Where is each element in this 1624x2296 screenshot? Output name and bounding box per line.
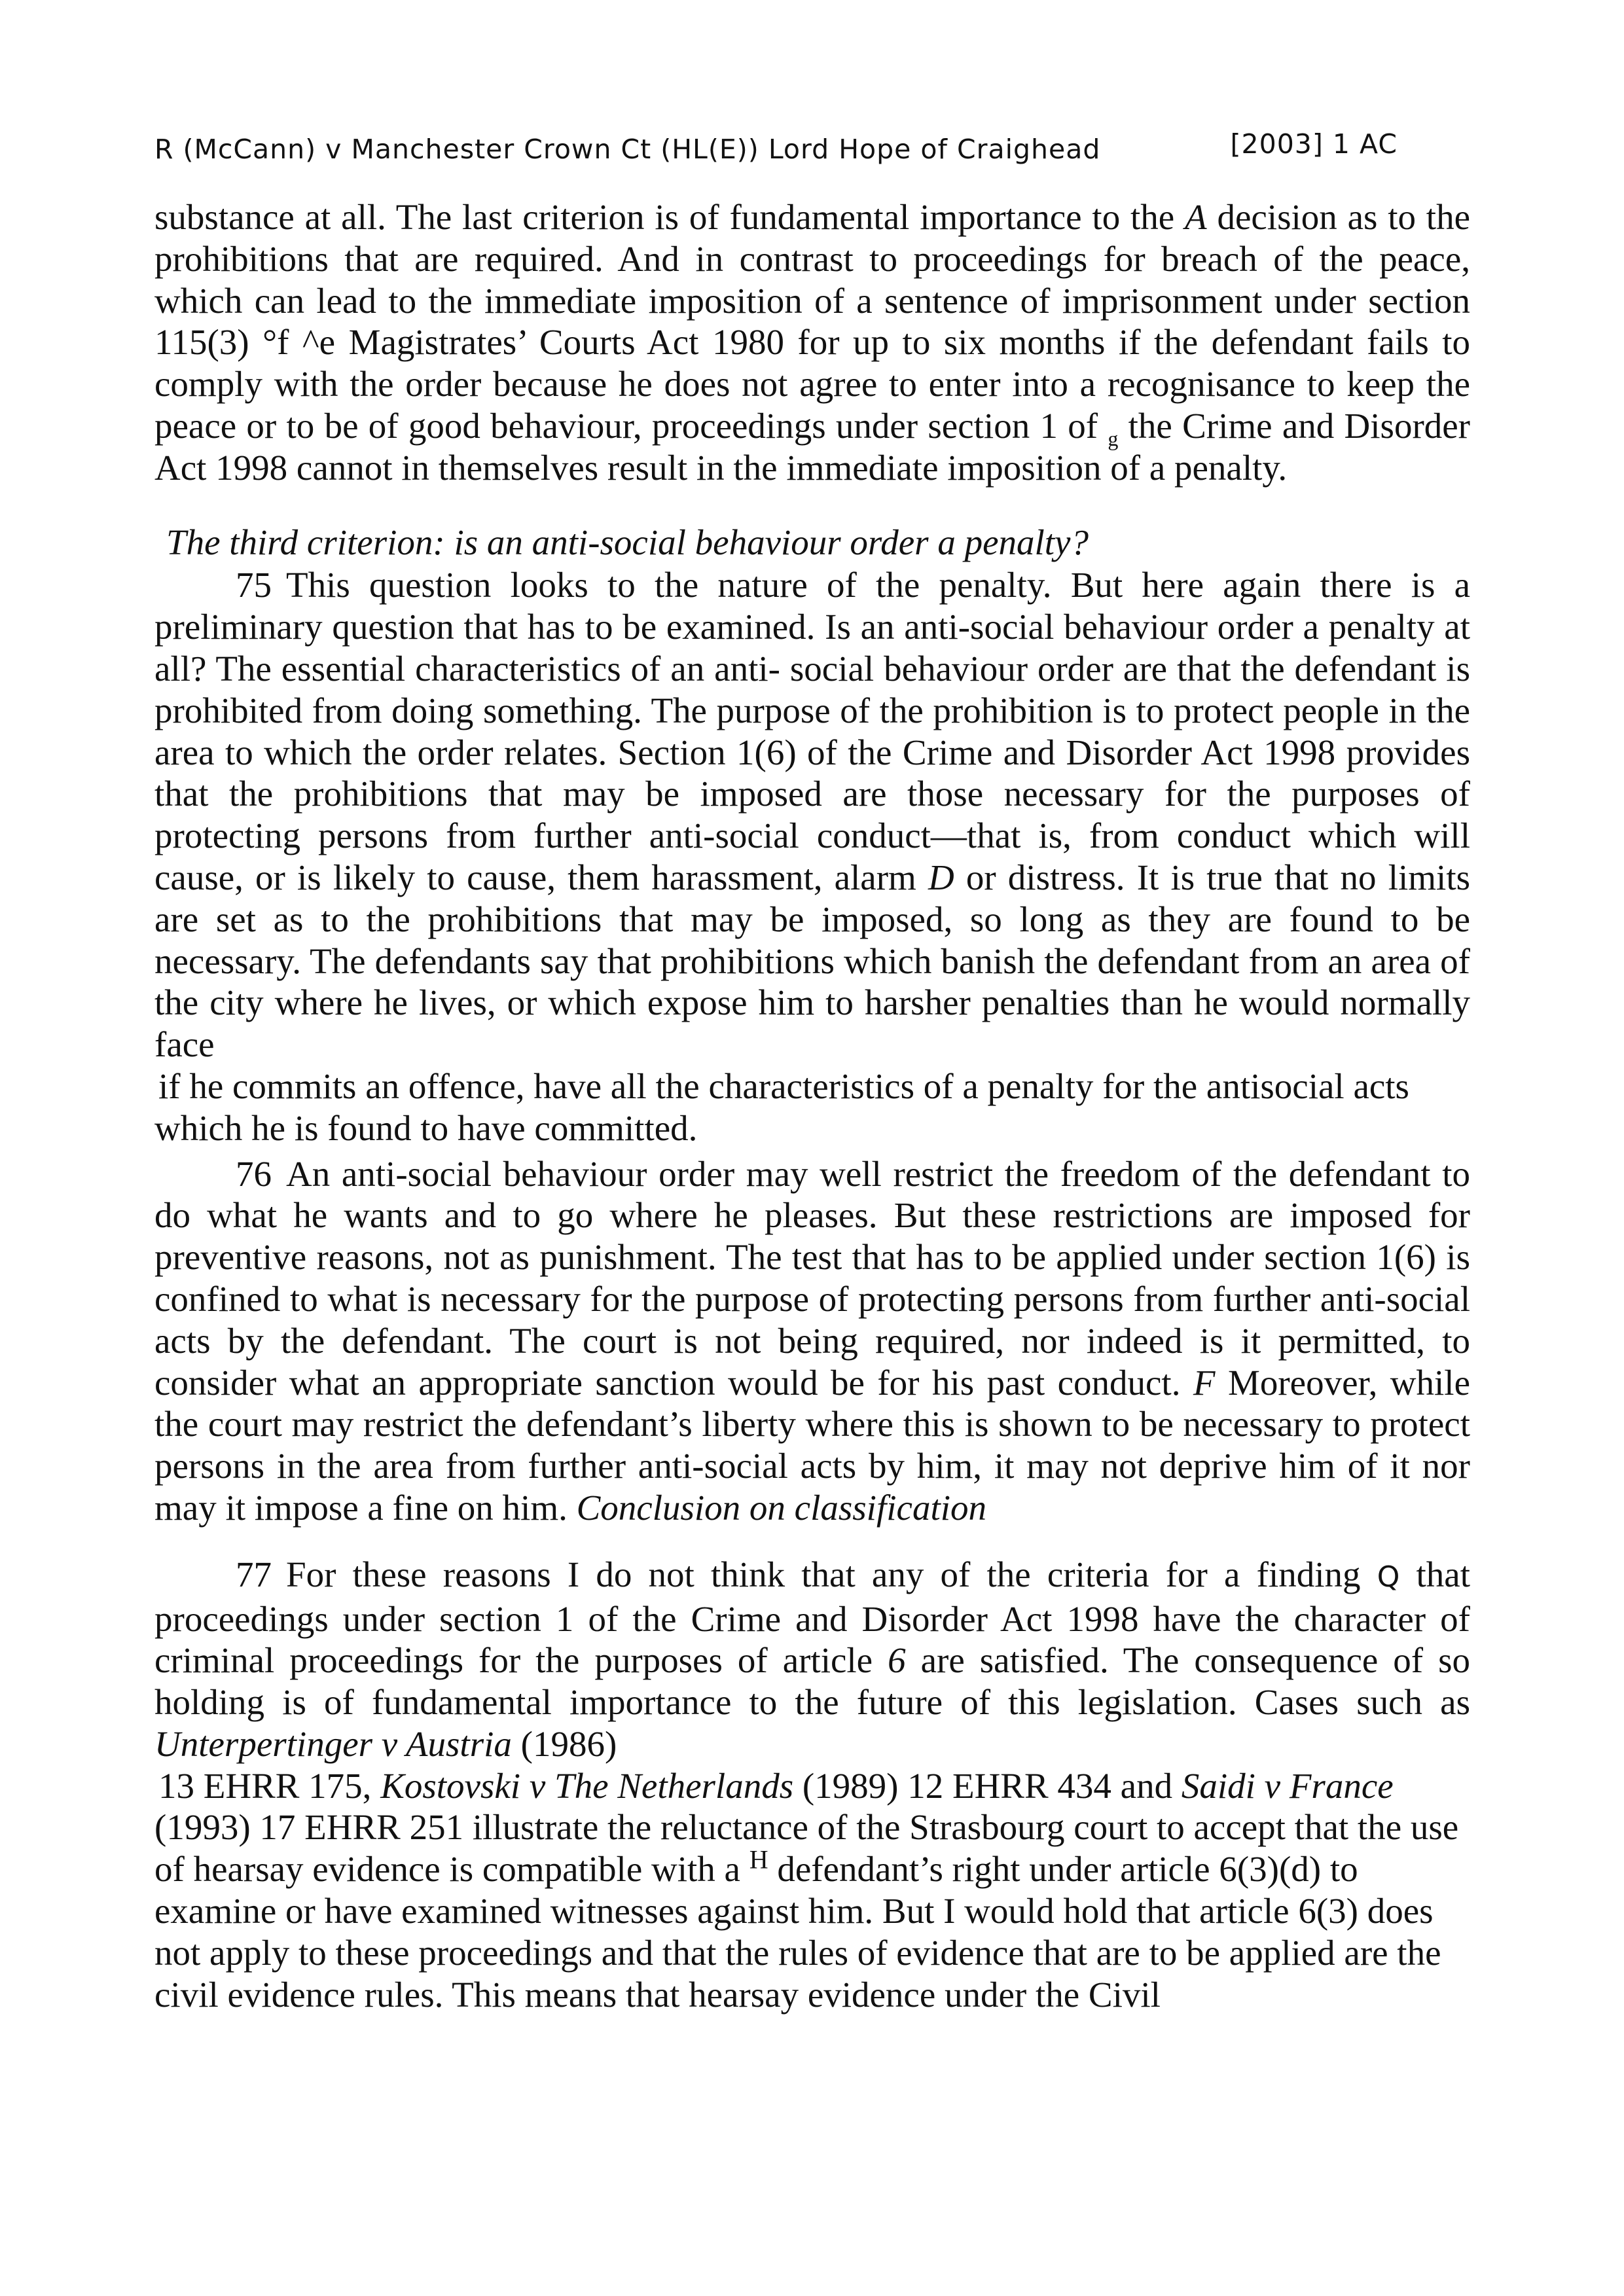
text-segment: defendant’s right under article 6(3)(d) to examine or have examined witnesses against him. But I would hold that article 6(3) does not apply to these proceedings and that the rules of evidence that are to be applied are the civil evidence rules. This means that hearsay evidence under the Civil xyxy=(154,1849,1441,2015)
report-citation: [2003] 1 AC xyxy=(1230,128,1398,160)
paragraph-number: 77 xyxy=(236,1554,272,1594)
section-heading-third-criterion: The third criterion: is an anti-social behaviour order a penalty? xyxy=(166,522,1089,562)
paragraph-77-continued xyxy=(154,1765,1470,2016)
margin-letter-g: g xyxy=(1108,426,1119,450)
margin-letter-q: Q xyxy=(1377,1560,1400,1594)
text-segment: For these reasons I do not think that any of the criteria for a finding xyxy=(286,1554,1377,1594)
paragraph-75-continued: if he commits an offence, have all the characteristics of a penalty for the antisocial acts which he is found to have committed. xyxy=(154,1066,1409,1148)
text-segment: 13 EHRR 175, xyxy=(158,1765,381,1806)
margin-letter-f: F xyxy=(1193,1362,1216,1403)
body-text xyxy=(154,196,1470,2015)
text-segment: substance at all. The last criterion is of fundamental importance to the xyxy=(154,197,1185,237)
text-segment: Moreover, while the court may restrict the defendant’s liberty where this is shown to be necessary to protect persons in the area from further anti-social acts by him, it may not deprive him of it nor may it impose a fine on him. xyxy=(154,1362,1470,1528)
text-segment: (1993) 17 EHRR 251 illustrate the reluctance of the Strasbourg court to accept that the use of hearsay evidence is compatible with a xyxy=(154,1807,1459,1890)
article-number: 6 xyxy=(888,1640,906,1681)
text-segment: are satisfied. The consequence of so holding is of fundamental importance to the future of this legislation. Cases such as xyxy=(154,1640,1471,1723)
paragraph-number: 76 xyxy=(236,1153,272,1194)
text-segment: that proceedings under section 1 of the Crime and Disorder Act 1998 have the character of criminal proceedings for the purposes of article xyxy=(154,1554,1470,1681)
page-header xyxy=(154,128,1470,168)
running-head: R (McCann) v Manchester Crown Ct (HL(E)) Lord Hope of Craighead xyxy=(154,134,1101,165)
margin-letter-d: D xyxy=(928,857,954,897)
text-segment: or distress. It is true that no limits are set as to the prohibitions that may be imposed, so long as they are found to be necessary. The defendants say that prohibitions which banish the defendant from an area of the city where he lives, or which expose him to harsher penalties than he would normally face xyxy=(154,857,1470,1065)
paragraph-number: 75 xyxy=(236,565,272,605)
case-name: Unterpertinger v Austria xyxy=(154,1723,512,1764)
paragraph-76 xyxy=(154,1153,1470,1529)
case-name: Kostovski v The Netherlands xyxy=(380,1765,794,1806)
case-name: Saidi v France xyxy=(1181,1765,1394,1806)
text-segment: An anti-social behaviour order may well restrict the freedom of the defendant to do what he wants and to go where he pleases. But these restrictions are imposed for preventive reasons, not as punishment. The test that has to be applied under section 1(6) is confined to what is necessary for the purpose of protecting persons from further anti-social acts by the defendant. The court is not being required, nor indeed is it permitted, to consider what an appropriate sanction would be for his past conduct. xyxy=(154,1153,1470,1403)
text-segment: (1989) 12 EHRR 434 and xyxy=(793,1765,1182,1806)
text-segment: decision as to the prohibitions that are required. And in contrast to proceedings for breach of the peace, which can lead to the immediate imposition of a sentence of imprisonment under section 115(3) °f ^e Magistrates’ Courts Act 1980 for up to six months if the defendant fails to comply with the order because he does not agree to enter into a recognisance to keep the peace or to be of good behaviour, proceedings under section 1 of xyxy=(154,197,1470,446)
paragraph-intro xyxy=(154,196,1470,489)
section-heading-conclusion: Conclusion on classification xyxy=(576,1487,987,1528)
text-segment: (1986) xyxy=(511,1723,617,1764)
margin-letter-h: H xyxy=(749,1844,768,1874)
paragraph-77 xyxy=(154,1554,1470,1765)
text-segment: the Crime and Disorder Act 1998 cannot in themselves result in the immediate imposition of a penalty. xyxy=(154,405,1470,488)
text-segment: This question looks to the nature of the penalty. But here again there is a preliminary question that has to be examined. Is an anti-social behaviour order a penalty at all? The essential characteristics of an anti- social behaviour order are that the defendant is prohibited from doing something. The purpose of the prohibition is to protect people in the area to which the order relates. Section 1(6) of the Crime and Disorder Act 1998 provides that the prohibitions that may be imposed are those necessary for the purposes of protecting persons from further anti-social conduct—that is, from conduct which will cause, or is likely to cause, them harassment, alarm xyxy=(154,565,1470,897)
margin-letter-a: A xyxy=(1185,197,1207,237)
paragraph-75 xyxy=(154,564,1470,1066)
